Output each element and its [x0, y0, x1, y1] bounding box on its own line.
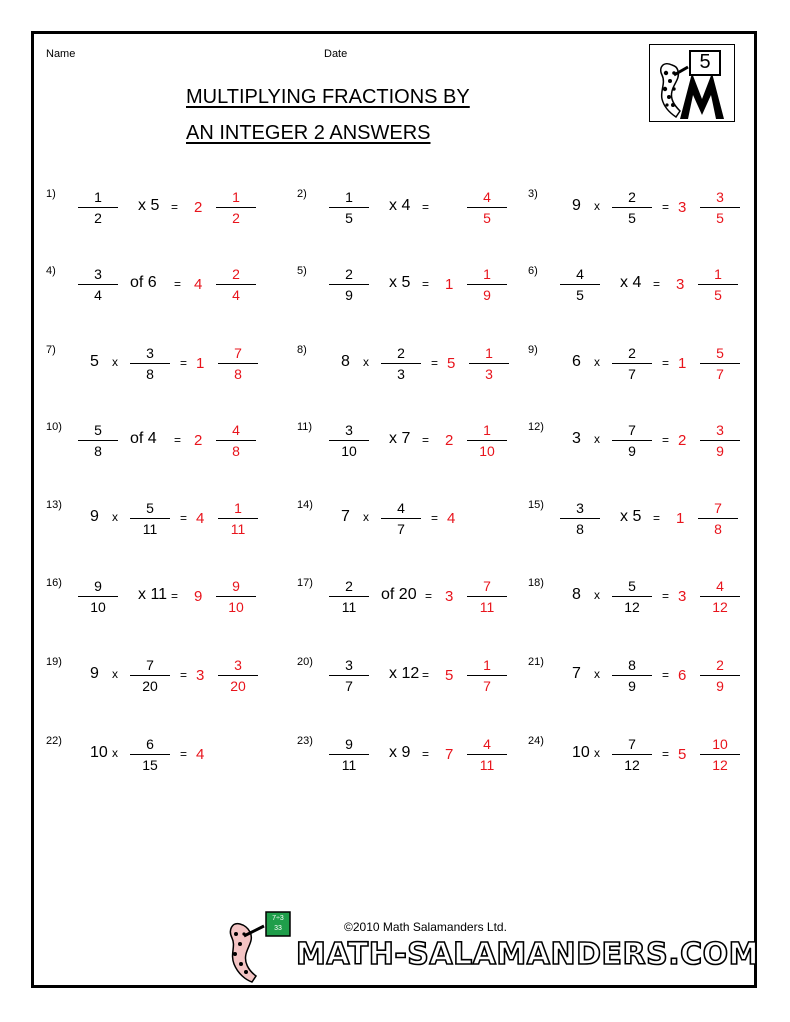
operator-text: x 12 [389, 665, 420, 682]
problem-number: 13) [46, 499, 62, 511]
factor-fraction-numerator: 7 [130, 656, 170, 676]
answer-fraction [469, 344, 509, 383]
answer-fraction-numerator: 7 [218, 344, 258, 364]
operator-text: x 9 [389, 744, 411, 761]
factor-fraction-numerator: 3 [130, 344, 170, 364]
factor-fraction-denominator: 9 [628, 443, 636, 459]
answer-fraction [218, 656, 258, 695]
factor-fraction [381, 344, 421, 383]
operator-text: x 4 [620, 274, 642, 291]
factor-fraction-denominator: 12 [624, 599, 640, 615]
problem-number: 23) [297, 735, 313, 747]
answer-whole: 3 [678, 588, 687, 605]
operator-text: x 5 [620, 508, 642, 525]
factor-fraction [130, 735, 170, 774]
answer-fraction-denominator: 8 [234, 366, 242, 382]
factor-fraction [560, 499, 600, 538]
times-sign: x [363, 510, 369, 524]
operator-text: of 6 [130, 274, 157, 291]
factor-fraction [329, 421, 369, 460]
copyright-text: ©2010 Math Salamanders Ltd. [344, 920, 507, 934]
equals-sign: = [653, 511, 661, 525]
problem-number: 15) [528, 499, 544, 511]
factor-fraction-numerator: 5 [612, 577, 652, 597]
problem-8 [297, 344, 537, 414]
factor-fraction-denominator: 11 [341, 757, 357, 773]
problem-number: 4) [46, 265, 56, 277]
factor-fraction-numerator: 2 [329, 577, 369, 597]
factor-fraction-numerator: 4 [560, 265, 600, 285]
factor-fraction [78, 188, 118, 227]
board-text-top: 7÷3 [272, 915, 284, 922]
operator-text: x 7 [389, 430, 411, 447]
problem-10 [46, 421, 286, 491]
answer-fraction-numerator: 3 [700, 188, 740, 208]
problem-18 [528, 577, 768, 647]
factor-fraction-numerator: 9 [78, 577, 118, 597]
equals-sign: = [662, 668, 670, 682]
answer-whole: 5 [445, 667, 454, 684]
answer-fraction-numerator: 10 [700, 735, 740, 755]
operator-text: x 4 [389, 197, 411, 214]
integer-factor: 9 [90, 665, 99, 682]
answer-whole: 3 [678, 199, 687, 216]
problem-number: 12) [528, 421, 544, 433]
factor-fraction-numerator: 8 [612, 656, 652, 676]
answer-fraction [700, 577, 740, 616]
factor-fraction-numerator: 1 [78, 188, 118, 208]
factor-fraction [329, 656, 369, 695]
integer-factor: 8 [341, 353, 350, 370]
answer-fraction-denominator: 2 [232, 210, 240, 226]
factor-fraction [612, 188, 652, 227]
equals-sign: = [180, 511, 188, 525]
factor-fraction-numerator: 9 [329, 735, 369, 755]
problem-22 [46, 735, 286, 805]
factor-fraction-denominator: 20 [142, 678, 158, 694]
factor-fraction [130, 656, 170, 695]
factor-fraction-denominator: 15 [142, 757, 158, 773]
problem-number: 5) [297, 265, 307, 277]
factor-fraction [130, 344, 170, 383]
answer-whole: 5 [678, 746, 687, 763]
problem-number: 22) [46, 735, 62, 747]
factor-fraction-denominator: 8 [576, 521, 584, 537]
factor-fraction-numerator: 2 [381, 344, 421, 364]
times-sign: x [594, 667, 600, 681]
factor-fraction-denominator: 11 [341, 599, 357, 615]
factor-fraction [612, 421, 652, 460]
equals-sign: = [180, 668, 188, 682]
factor-fraction-denominator: 7 [397, 521, 405, 537]
operator-text: x 11 [138, 586, 168, 603]
factor-fraction [612, 344, 652, 383]
answer-whole: 4 [196, 746, 205, 763]
factor-fraction-denominator: 5 [628, 210, 636, 226]
answer-fraction [700, 735, 740, 774]
grade-badge: 5 [699, 51, 711, 73]
answer-fraction [467, 656, 507, 695]
answer-fraction-numerator: 1 [467, 421, 507, 441]
integer-factor: 10 [572, 744, 590, 761]
integer-factor: 8 [572, 586, 581, 603]
answer-fraction [216, 421, 256, 460]
integer-factor: 7 [572, 665, 581, 682]
factor-fraction-numerator: 7 [612, 421, 652, 441]
answer-fraction-denominator: 5 [714, 287, 722, 303]
problem-13 [46, 499, 286, 569]
times-sign: x [594, 199, 600, 213]
factor-fraction [329, 188, 369, 227]
problem-number: 20) [297, 656, 313, 668]
problem-19 [46, 656, 286, 726]
answer-fraction-denominator: 8 [232, 443, 240, 459]
integer-factor: 9 [90, 508, 99, 525]
factor-fraction-denominator: 10 [341, 443, 357, 459]
times-sign: x [112, 667, 118, 681]
answer-fraction-denominator: 5 [716, 210, 724, 226]
factor-fraction-numerator: 3 [560, 499, 600, 519]
operator-text: x 5 [389, 274, 411, 291]
factor-fraction-numerator: 5 [130, 499, 170, 519]
factor-fraction [78, 265, 118, 304]
problem-number: 7) [46, 344, 56, 356]
answer-fraction-denominator: 20 [230, 678, 246, 694]
answer-fraction-numerator: 3 [700, 421, 740, 441]
answer-fraction-denominator: 10 [479, 443, 495, 459]
answer-fraction-numerator: 4 [467, 188, 507, 208]
answer-fraction-denominator: 3 [485, 366, 493, 382]
answer-fraction [467, 265, 507, 304]
answer-fraction-numerator: 5 [700, 344, 740, 364]
answer-whole: 1 [676, 510, 685, 527]
factor-fraction-denominator: 12 [624, 757, 640, 773]
problem-number: 6) [528, 265, 538, 277]
answer-fraction-numerator: 1 [469, 344, 509, 364]
equals-sign: = [171, 589, 179, 603]
factor-fraction-numerator: 5 [78, 421, 118, 441]
answer-whole: 9 [194, 588, 203, 605]
problem-14 [297, 499, 537, 569]
factor-fraction [612, 577, 652, 616]
answer-fraction-numerator: 4 [216, 421, 256, 441]
answer-fraction-denominator: 7 [483, 678, 491, 694]
equals-sign: = [431, 511, 439, 525]
integer-factor: 10 [90, 744, 108, 761]
answer-fraction-numerator: 2 [700, 656, 740, 676]
times-sign: x [594, 432, 600, 446]
answer-fraction [698, 499, 738, 538]
factor-fraction-denominator: 5 [576, 287, 584, 303]
answer-whole: 6 [678, 667, 687, 684]
equals-sign: = [180, 356, 188, 370]
answer-fraction [467, 421, 507, 460]
answer-fraction-denominator: 7 [716, 366, 724, 382]
factor-fraction [560, 265, 600, 304]
answer-fraction-numerator: 3 [218, 656, 258, 676]
problem-11 [297, 421, 537, 491]
salamander-logo-icon [649, 44, 735, 122]
problem-9 [528, 344, 768, 414]
answer-fraction-denominator: 11 [479, 757, 495, 773]
answer-fraction-denominator: 8 [714, 521, 722, 537]
factor-fraction [612, 656, 652, 695]
answer-fraction [218, 344, 258, 383]
title-line-1: MULTIPLYING FRACTIONS BY [186, 86, 470, 108]
answer-fraction-numerator: 4 [467, 735, 507, 755]
answer-whole: 1 [678, 355, 687, 372]
answer-fraction-denominator: 5 [483, 210, 491, 226]
times-sign: x [112, 510, 118, 524]
answer-whole: 7 [445, 746, 454, 763]
problem-2 [297, 188, 537, 258]
answer-fraction-numerator: 7 [467, 577, 507, 597]
problem-15 [528, 499, 768, 569]
factor-fraction-numerator: 3 [78, 265, 118, 285]
integer-factor: 3 [572, 430, 581, 447]
equals-sign: = [422, 747, 430, 761]
answer-fraction-denominator: 10 [228, 599, 244, 615]
operator-text: of 4 [130, 430, 157, 447]
problem-number: 8) [297, 344, 307, 356]
board-text-bottom: 33 [274, 925, 282, 932]
answer-fraction-denominator: 9 [716, 678, 724, 694]
problem-3 [528, 188, 768, 258]
brand-wordmark: MATH-SALAMANDERS.COM [296, 937, 759, 972]
date-label: Date [324, 48, 348, 60]
title-line-2: AN INTEGER 2 ANSWERS [186, 122, 431, 144]
factor-fraction-numerator: 2 [612, 344, 652, 364]
integer-factor: 7 [341, 508, 350, 525]
equals-sign: = [425, 589, 433, 603]
factor-fraction [329, 577, 369, 616]
factor-fraction-numerator: 4 [381, 499, 421, 519]
factor-fraction-denominator: 9 [345, 287, 353, 303]
answer-whole: 3 [196, 667, 205, 684]
equals-sign: = [422, 200, 430, 214]
factor-fraction [130, 499, 170, 538]
problem-number: 17) [297, 577, 313, 589]
integer-factor: 6 [572, 353, 581, 370]
equals-sign: = [422, 277, 430, 291]
integer-factor: 9 [572, 197, 581, 214]
factor-fraction-denominator: 7 [345, 678, 353, 694]
answer-fraction-numerator: 1 [467, 656, 507, 676]
problem-23 [297, 735, 537, 805]
factor-fraction-denominator: 4 [94, 287, 102, 303]
answer-fraction [700, 421, 740, 460]
answer-whole: 2 [678, 432, 687, 449]
answer-whole: 3 [676, 276, 685, 293]
equals-sign: = [662, 356, 670, 370]
equals-sign: = [662, 589, 670, 603]
problem-number: 21) [528, 656, 544, 668]
equals-sign: = [180, 747, 188, 761]
answer-fraction-numerator: 9 [216, 577, 256, 597]
factor-fraction [78, 577, 118, 616]
problem-number: 18) [528, 577, 544, 589]
problem-number: 1) [46, 188, 56, 200]
factor-fraction [381, 499, 421, 538]
times-sign: x [112, 355, 118, 369]
problem-6 [528, 265, 768, 335]
answer-whole: 1 [196, 355, 205, 372]
factor-fraction-denominator: 7 [628, 366, 636, 382]
factor-fraction-denominator: 2 [94, 210, 102, 226]
times-sign: x [363, 355, 369, 369]
answer-fraction [467, 188, 507, 227]
problem-number: 9) [528, 344, 538, 356]
factor-fraction-numerator: 3 [329, 421, 369, 441]
problem-number: 11) [297, 421, 313, 433]
problem-number: 3) [528, 188, 538, 200]
answer-whole: 3 [445, 588, 454, 605]
answer-fraction [467, 735, 507, 774]
factor-fraction-numerator: 1 [329, 188, 369, 208]
problem-21 [528, 656, 768, 726]
factor-fraction-numerator: 7 [612, 735, 652, 755]
equals-sign: = [662, 433, 670, 447]
answer-whole: 4 [194, 276, 203, 293]
answer-fraction-numerator: 2 [216, 265, 256, 285]
factor-fraction [329, 265, 369, 304]
equals-sign: = [422, 433, 430, 447]
factor-fraction [78, 421, 118, 460]
name-label: Name [46, 48, 76, 60]
operator-text: x 5 [138, 197, 160, 214]
factor-fraction [612, 735, 652, 774]
factor-fraction-denominator: 8 [146, 366, 154, 382]
answer-whole: 2 [445, 432, 454, 449]
factor-fraction-denominator: 10 [90, 599, 106, 615]
problem-24 [528, 735, 768, 805]
problem-number: 19) [46, 656, 62, 668]
answer-whole: 4 [447, 510, 456, 527]
factor-fraction-denominator: 11 [142, 521, 158, 537]
answer-fraction [218, 499, 258, 538]
equals-sign: = [422, 668, 430, 682]
answer-fraction [698, 265, 738, 304]
answer-whole: 1 [445, 276, 454, 293]
answer-fraction [700, 656, 740, 695]
answer-fraction [700, 344, 740, 383]
problem-number: 14) [297, 499, 313, 511]
answer-fraction [216, 577, 256, 616]
answer-fraction-denominator: 9 [483, 287, 491, 303]
answer-fraction-numerator: 1 [218, 499, 258, 519]
salamander-board-icon [222, 910, 302, 984]
problem-5 [297, 265, 537, 335]
problem-number: 2) [297, 188, 307, 200]
problem-number: 16) [46, 577, 62, 589]
equals-sign: = [171, 200, 179, 214]
answer-fraction-denominator: 12 [712, 599, 728, 615]
problem-7 [46, 344, 286, 414]
problem-16 [46, 577, 286, 647]
equals-sign: = [431, 356, 439, 370]
answer-whole: 2 [194, 432, 203, 449]
problem-number: 10) [46, 421, 62, 433]
factor-fraction-denominator: 5 [345, 210, 353, 226]
answer-fraction [216, 265, 256, 304]
factor-fraction-numerator: 2 [329, 265, 369, 285]
answer-whole: 4 [196, 510, 205, 527]
problem-17 [297, 577, 537, 647]
times-sign: x [112, 746, 118, 760]
answer-fraction-denominator: 12 [712, 757, 728, 773]
factor-fraction-numerator: 2 [612, 188, 652, 208]
answer-whole: 5 [447, 355, 456, 372]
answer-fraction-numerator: 1 [467, 265, 507, 285]
times-sign: x [594, 746, 600, 760]
problem-1 [46, 188, 286, 258]
factor-fraction [329, 735, 369, 774]
factor-fraction-denominator: 9 [628, 678, 636, 694]
answer-fraction-denominator: 9 [716, 443, 724, 459]
equals-sign: = [174, 277, 182, 291]
problem-number: 24) [528, 735, 544, 747]
answer-fraction-denominator: 11 [479, 599, 495, 615]
operator-text: of 20 [381, 586, 417, 603]
factor-fraction-numerator: 6 [130, 735, 170, 755]
problem-20 [297, 656, 537, 726]
answer-fraction-numerator: 1 [216, 188, 256, 208]
problem-4 [46, 265, 286, 335]
answer-fraction [216, 188, 256, 227]
answer-fraction [700, 188, 740, 227]
equals-sign: = [662, 747, 670, 761]
answer-fraction-numerator: 4 [700, 577, 740, 597]
problem-12 [528, 421, 768, 491]
factor-fraction-denominator: 3 [397, 366, 405, 382]
equals-sign: = [174, 433, 182, 447]
answer-fraction-numerator: 1 [698, 265, 738, 285]
factor-fraction-numerator: 3 [329, 656, 369, 676]
answer-whole: 2 [194, 199, 203, 216]
equals-sign: = [662, 200, 670, 214]
times-sign: x [594, 588, 600, 602]
factor-fraction-denominator: 8 [94, 443, 102, 459]
answer-fraction-denominator: 11 [230, 521, 246, 537]
answer-fraction [467, 577, 507, 616]
integer-factor: 5 [90, 353, 99, 370]
equals-sign: = [653, 277, 661, 291]
answer-fraction-denominator: 4 [232, 287, 240, 303]
times-sign: x [594, 355, 600, 369]
answer-fraction-numerator: 7 [698, 499, 738, 519]
